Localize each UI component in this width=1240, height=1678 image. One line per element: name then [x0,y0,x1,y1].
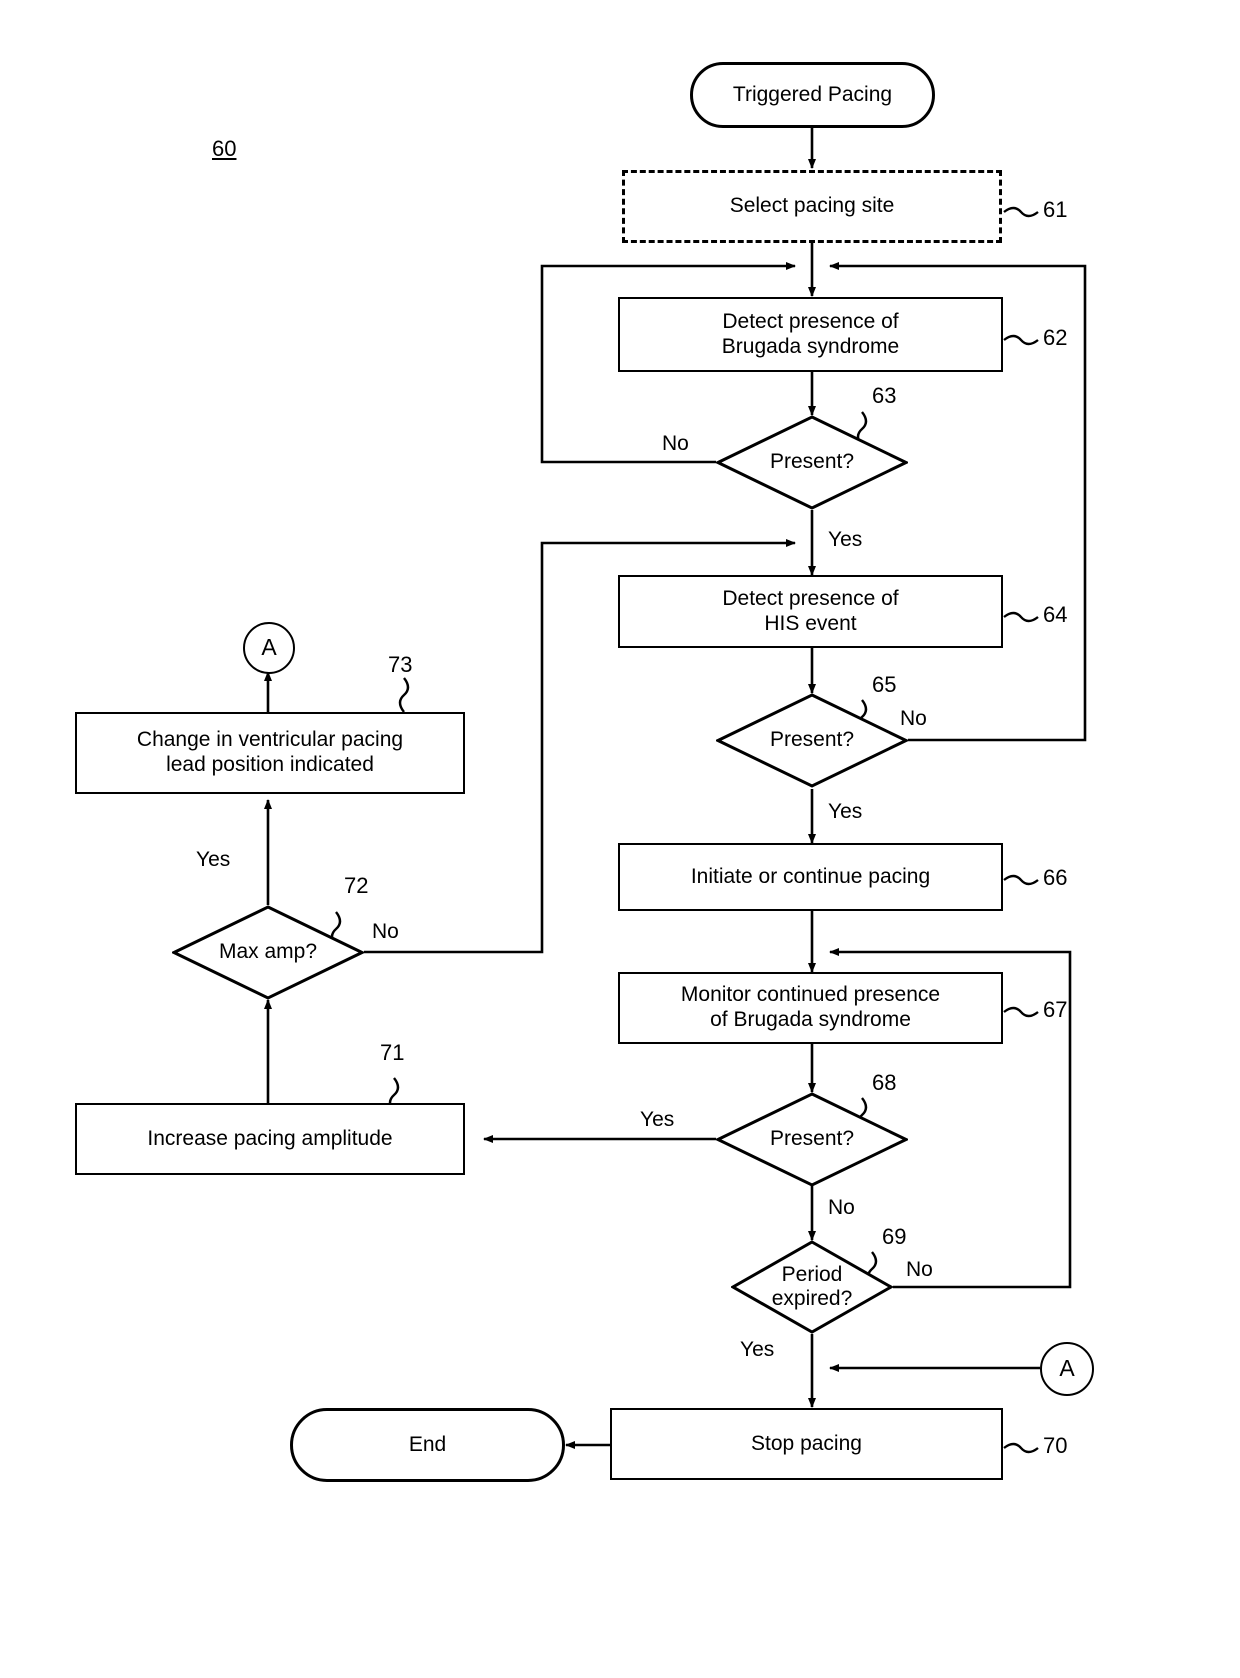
node-select-pacing-site-label: Select pacing site [729,194,895,218]
node-select-pacing-site [622,170,1002,243]
node-detect-brugada [618,297,1003,372]
node-change-lead-line1: Change in ventricular pacing [136,728,404,752]
figure-number: 60 [212,136,237,161]
ref-73: 73 [388,652,413,677]
ref-62: 62 [1043,325,1068,350]
node-present-68-label: Present? [769,1127,855,1151]
node-detect-his-line1: Detect presence of [722,586,899,610]
node-start-label: Triggered Pacing [732,82,893,106]
node-period-expired [731,1240,893,1334]
ref-64: 64 [1043,602,1068,627]
ref-69: 69 [882,1224,907,1249]
ref-72: 72 [344,873,369,898]
node-detect-brugada-label [722,310,899,360]
connector-a-top [243,622,295,674]
node-present-63 [716,415,908,510]
ref-61: 61 [1043,197,1068,222]
node-initiate-pacing [618,843,1003,911]
ref-63: 63 [872,383,897,408]
ref-67: 67 [1043,997,1068,1022]
ref-71: 71 [380,1040,405,1065]
edge-label-yes-max-amp: Yes [196,848,231,871]
edge-label-yes-68: Yes [640,1108,675,1131]
node-monitor-brugada-label [681,983,940,1033]
node-increase-amplitude [75,1103,465,1175]
node-initiate-pacing-label: Initiate or continue pacing [690,864,931,888]
node-present-65-label: Present? [769,728,855,752]
ref-68: 68 [872,1070,897,1095]
node-present-63-label: Present? [769,450,855,474]
node-end [290,1408,565,1482]
node-start-triggered-pacing [690,62,935,128]
node-present-65 [716,693,908,788]
ref-70: 70 [1043,1433,1068,1458]
ref-65: 65 [872,672,897,697]
connector-a-bottom-label: A [1059,1355,1075,1382]
edge-label-no-65: No [900,707,927,730]
node-detect-his-label [722,587,898,637]
node-detect-brugada-line2: Brugada syndrome [721,334,900,358]
ref-66: 66 [1043,865,1068,890]
node-max-amp-label: Max amp? [218,940,318,964]
edge-label-no-max-amp: No [372,920,399,943]
node-monitor-line1: Monitor continued presence [680,983,941,1007]
node-period-line2: expired? [771,1287,853,1310]
node-monitor-line2: of Brugada syndrome [710,1008,911,1031]
node-max-amp [172,905,364,1000]
node-change-lead-position [75,712,465,794]
node-present-68 [716,1092,908,1187]
edge-label-no-69: No [906,1258,933,1281]
node-stop-pacing [610,1408,1003,1480]
connector-a-bottom [1040,1342,1094,1396]
node-change-lead-position-label [137,728,403,778]
edge-label-yes-65: Yes [828,800,863,823]
connector-a-top-label: A [261,634,277,661]
node-end-label: End [408,1432,447,1456]
edge-label-no-68: No [828,1196,855,1219]
edge-label-yes-63: Yes [828,528,863,551]
node-period-expired-label [731,1240,893,1334]
node-detect-brugada-line1: Detect presence of [722,309,899,333]
node-detect-his-line2: HIS event [764,611,857,635]
node-period-line1: Period [781,1262,843,1286]
edge-label-yes-69: Yes [740,1338,775,1361]
node-monitor-brugada [618,972,1003,1044]
node-detect-his [618,575,1003,648]
node-increase-amplitude-label: Increase pacing amplitude [147,1126,393,1150]
edge-label-no-63: No [662,432,689,455]
node-stop-pacing-label: Stop pacing [751,1431,862,1455]
node-change-lead-line2: lead position indicated [166,753,374,776]
